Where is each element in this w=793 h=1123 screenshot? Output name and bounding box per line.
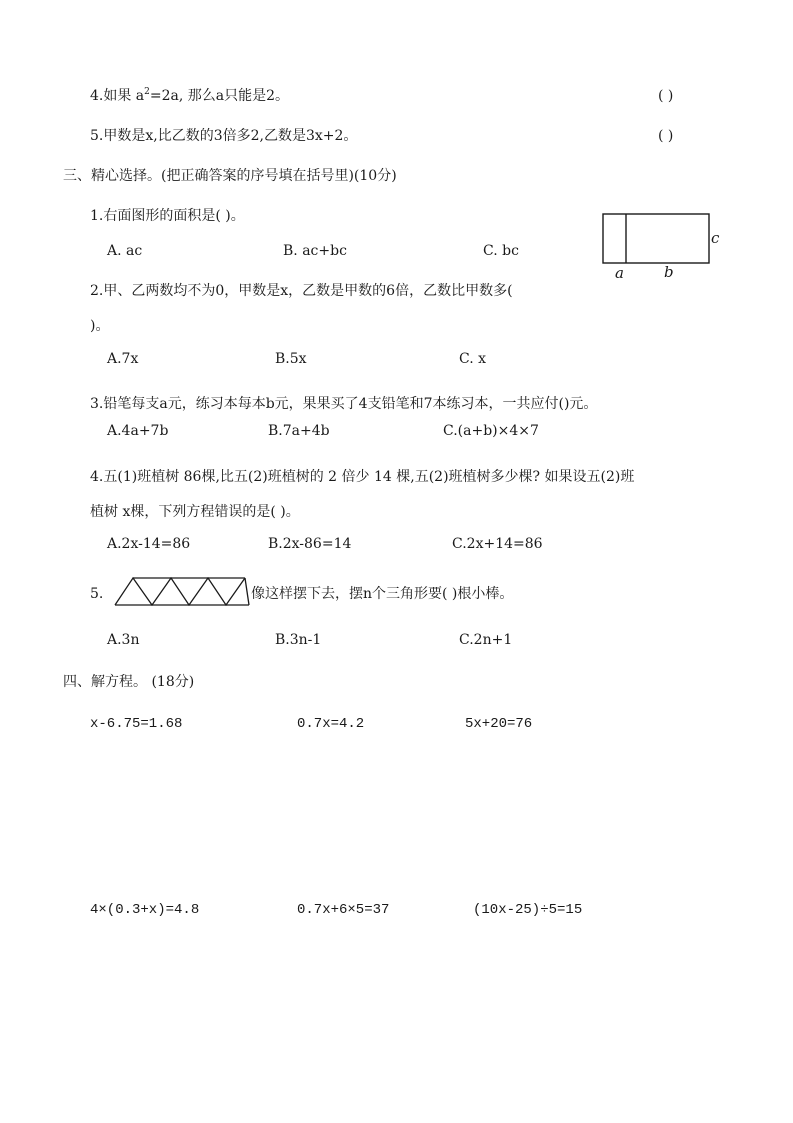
- choice-q2-option-b[interactable]: B.5x: [275, 351, 307, 367]
- choice-q4-option-c[interactable]: C.2x+14=86: [452, 536, 543, 552]
- triangle-sticks-end: [245, 578, 249, 605]
- equation-6: (10x-25)÷5=15: [473, 902, 583, 918]
- choice-q1-text: 1.右面图形的面积是( )。: [90, 208, 245, 224]
- triangle-sticks-zigzag: [115, 578, 245, 605]
- equation-3: 5x+20=76: [465, 716, 533, 732]
- figure-label-c: c: [711, 229, 720, 247]
- figure-outer-rectangle: [603, 214, 709, 263]
- rectangle-area-figure: [595, 208, 725, 284]
- judge-item-4-prefix: 4.如果 a: [90, 88, 145, 104]
- choice-q5-option-a[interactable]: A.3n: [107, 632, 140, 648]
- figure-label-a: a: [615, 264, 624, 282]
- choice-q2-option-a[interactable]: A.7x: [107, 351, 139, 367]
- choice-q1-option-b[interactable]: B. ac+bc: [283, 243, 347, 259]
- choice-q1-option-c[interactable]: C. bc: [483, 243, 519, 259]
- choice-q3-text: 3.铅笔每支a元，练习本每本b元，果果买了4支铅笔和7本练习本，一共应付()元。: [90, 396, 598, 412]
- triangle-sticks-figure: [112, 575, 252, 609]
- choice-q4-option-a[interactable]: A.2x-14=86: [107, 536, 191, 552]
- judge-item-4-exponent: 2: [144, 87, 150, 97]
- choice-q5-number: 5.: [90, 586, 104, 602]
- judge-item-4: [90, 87, 289, 105]
- judge-item-4-suffix: =2a, 那么a只能是2。: [149, 88, 290, 104]
- judge-item-5: 5.甲数是x,比乙数的3倍多2,乙数是3x+2。: [90, 128, 358, 144]
- choice-q2-line-1: 2.甲、乙两数均不为0，甲数是x，乙数是甲数的6倍，乙数比甲数多(: [90, 283, 513, 299]
- judge-item-4-answer-paren[interactable]: ( ): [658, 88, 674, 104]
- choice-q4-line-2: 植树 x棵，下列方程错误的是( )。: [90, 504, 300, 520]
- choice-q2-option-c[interactable]: C. x: [459, 351, 487, 367]
- choice-q3-option-a[interactable]: A.4a+7b: [107, 423, 169, 439]
- choice-q2-line-2: )。: [90, 318, 110, 334]
- choice-q3-option-b[interactable]: B.7a+4b: [268, 423, 330, 439]
- equation-4: 4×(0.3+x)=4.8: [90, 902, 200, 918]
- choice-q5-text: 像这样摆下去，摆n个三角形要( )根小棒。: [251, 586, 514, 602]
- choice-q4-line-1: 4.五(1)班植树 86棵,比五(2)班植树的 2 倍少 14 棵,五(2)班植树多少棵? 如果设五(2)班: [90, 469, 635, 485]
- figure-label-b: b: [664, 263, 674, 281]
- choice-q1-option-a[interactable]: A. ac: [107, 243, 143, 259]
- equation-2: 0.7x=4.2: [297, 716, 365, 732]
- choice-q4-option-b[interactable]: B.2x-86=14: [268, 536, 352, 552]
- section-4-title: 四、解方程。 (18分): [63, 674, 195, 690]
- choice-q5-option-c[interactable]: C.2n+1: [459, 632, 513, 648]
- judge-item-5-answer-paren[interactable]: ( ): [658, 128, 674, 144]
- choice-q3-option-c[interactable]: C.(a+b)×4×7: [443, 423, 539, 439]
- equation-1: x-6.75=1.68: [90, 716, 183, 732]
- section-3-title: 三、精心选择。(把正确答案的序号填在括号里)(10分): [63, 168, 397, 184]
- equation-5: 0.7x+6×5=37: [297, 902, 390, 918]
- choice-q5-option-b[interactable]: B.3n-1: [275, 632, 322, 648]
